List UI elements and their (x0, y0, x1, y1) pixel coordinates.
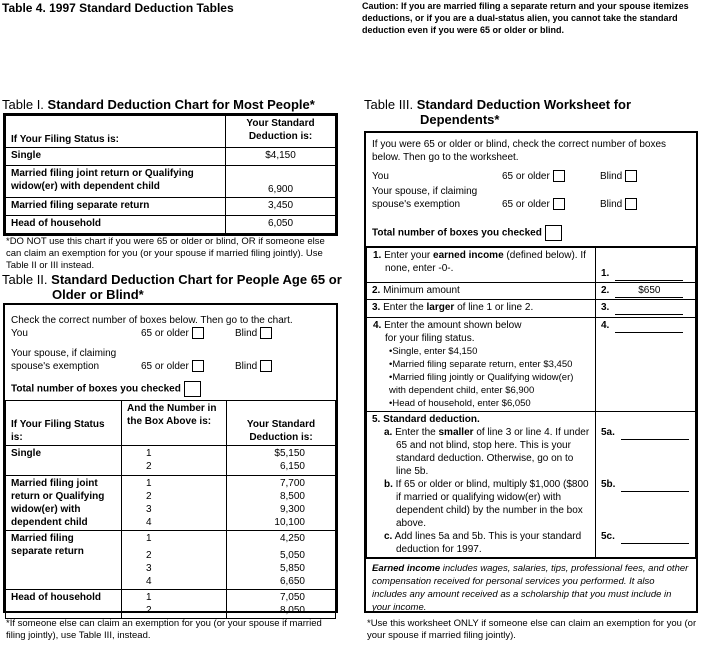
amount: 7,050 (279, 592, 305, 603)
box-count: 4 (146, 517, 152, 528)
table2-title (2, 272, 342, 302)
table2-spouse-row (11, 360, 331, 373)
table2-footnote: *If someone else can claim an exemption for you (or your spouse if married filing jointly), use Table III, instead. (6, 618, 322, 641)
table2-col-deduction: Your Standard Deduction is: (227, 401, 336, 446)
line-number: 5. (372, 414, 381, 425)
box-count: 2 (146, 461, 152, 472)
table1-amount: 6,900 (226, 166, 336, 198)
line4-input[interactable] (615, 319, 683, 333)
box-count: 3 (146, 504, 152, 515)
spouse-label: Your spouse, if claiming (11, 348, 117, 359)
table2-status: Head of household (6, 590, 122, 619)
table1-label: Table I. (2, 97, 44, 112)
spouse-65-checkbox[interactable] (192, 360, 204, 372)
amount: 5,050 (279, 550, 305, 561)
box-count: 4 (146, 576, 152, 587)
table2-instruction: Check the correct number of boxes below. Then go to the chart. (11, 315, 293, 326)
line-letter: c. (384, 531, 393, 542)
line3-ref: 3. (601, 302, 610, 313)
line5a-input[interactable] (621, 426, 689, 440)
total-boxes-field[interactable] (184, 381, 201, 397)
amount: 5,850 (279, 563, 305, 574)
line3-text: Enter the (383, 302, 424, 313)
amount: 9,300 (279, 504, 305, 515)
table1-amount: 6,050 (226, 216, 336, 234)
table3-heading: Standard Deduction Worksheet for Dependents* (416, 97, 632, 127)
line5c-input[interactable] (621, 530, 689, 544)
line4-option: • Married filing jointly or Qualifying widow(er) with dependent child, enter $6,900 (389, 371, 590, 397)
caution-note: Caution: If you are married filing a separate return and your spouse itemizes deductions, or if you are a dual-status alien, you cannot take the standard deduction even if you were 65 or older or blind. (362, 1, 689, 35)
table1-heading: Standard Deduction Chart for Most People* (47, 97, 315, 112)
you-65-checkbox[interactable] (192, 327, 204, 339)
amount: 10,100 (274, 517, 305, 528)
ws-you-blind-checkbox[interactable] (625, 170, 637, 182)
ws-spouse-65-checkbox[interactable] (553, 198, 565, 210)
total-label: Total number of boxes you checked (11, 383, 181, 395)
line-letter: a. (384, 427, 393, 438)
amount: 6,650 (279, 576, 305, 587)
amount: 8,050 (279, 605, 305, 616)
table1-title (2, 97, 315, 112)
table3-title (364, 97, 704, 127)
line4-option: • Single, enter $4,150 (389, 345, 590, 358)
line2-ref: 2. (601, 285, 610, 296)
earned-income-text: includes wages, salaries, tips, professional fees, and other compensation received for personal services you performed. It also includes any amount received as a scholarship that you must include in your income. (372, 563, 689, 613)
table1-col-status: If Your Filing Status is: (6, 116, 226, 148)
line2-text: Minimum amount (383, 285, 460, 296)
line-letter: b. (384, 479, 393, 490)
blind-label: Blind (600, 199, 623, 210)
earned-income-definition (366, 558, 696, 617)
line-number: 3. (372, 302, 381, 313)
box-count: 3 (146, 563, 152, 574)
table2-label: Table II. (2, 272, 48, 287)
total-label: Total number of boxes you checked (372, 227, 542, 239)
table2-status: Married filing joint return or Qualifying widow(er) with dependent child (6, 476, 122, 531)
line5b-ref: 5b. (601, 479, 616, 490)
older-label: 65 or older (502, 171, 550, 182)
table2-status: Married filing separate return (6, 531, 122, 590)
table1 (3, 113, 338, 236)
table2-col-status: If Your Filing Status is: (6, 401, 122, 446)
line5c-text: Add lines 5a and 5b. This is your standard deduction for 1997. (394, 531, 582, 555)
line2-input[interactable]: $650 (615, 284, 683, 298)
line4-option: • Head of household, enter $6,050 (389, 397, 590, 410)
line3-term: larger (426, 302, 455, 313)
box-count: 1 (146, 592, 152, 603)
box-count: 1 (146, 478, 152, 489)
table1-amount: 3,450 (226, 198, 336, 216)
spouse-blind-checkbox[interactable] (260, 360, 272, 372)
spouse-exemption-label: spouse's exemption (372, 199, 461, 210)
box-count: 1 (146, 533, 152, 544)
amount: 7,700 (279, 478, 305, 489)
older-label: 65 or older (141, 328, 189, 339)
line5b-text: If 65 or older or blind, multiply $1,000 ($800 if married or qualifying widow(er) with dependent child) by the number in the box above. (395, 479, 589, 529)
ws-spouse-blind-checkbox[interactable] (625, 198, 637, 210)
line-number: 4. (373, 320, 382, 331)
table2-col-number: And the Number in the Box Above is: (122, 401, 227, 446)
table1-status: Head of household (6, 216, 226, 234)
table1-col-deduction: Your Standard Deduction is: (226, 116, 336, 148)
page-title: Table 4. 1997 Standard Deduction Tables (2, 1, 234, 15)
table1-footnote: *DO NOT use this chart if you were 65 or older or blind, OR if someone else can claim an exemption for you (or your spouse if married filing jointly). Use Table II or III instead. (6, 236, 325, 271)
you-label: You (372, 171, 389, 182)
line3-text: of line 1 or line 2. (457, 302, 534, 313)
table3 (364, 131, 698, 613)
line3-input[interactable] (615, 301, 683, 315)
line4-ref: 4. (601, 320, 610, 331)
table1-status: Married filing joint return or Qualifying widow(er) with dependent child (6, 166, 226, 198)
amount: 4,250 (279, 533, 305, 544)
table1-status: Married filing separate return (6, 198, 226, 216)
table3-footnote: *Use this worksheet ONLY if someone else can claim an exemption for you (or your spouse if married filing jointly). (367, 618, 697, 641)
box-count: 2 (146, 491, 152, 502)
table2-heading: Standard Deduction Chart for People Age 65 or Older or Blind* (51, 272, 342, 302)
line5c-ref: 5c. (601, 531, 615, 542)
line1-ref: 1. (601, 268, 610, 279)
table2 (3, 303, 338, 616)
amount: 6,150 (279, 461, 305, 472)
amount: $5,150 (274, 448, 305, 459)
older-label: 65 or older (502, 199, 550, 210)
blind-label: Blind (235, 361, 258, 372)
spouse-exemption-label: spouse's exemption (11, 361, 100, 372)
ws-you-65-checkbox[interactable] (553, 170, 565, 182)
line5a-text: Enter the (395, 427, 436, 438)
line5-title: Standard deduction. (383, 414, 480, 425)
box-count: 1 (146, 448, 152, 459)
box-count: 2 (146, 605, 152, 616)
line1-term: earned income (433, 250, 504, 261)
table1-status: Single (6, 148, 226, 166)
line1-text: Enter your (384, 250, 431, 261)
you-blind-checkbox[interactable] (260, 327, 272, 339)
line4-text: Enter the amount shown below for your filing status. (384, 320, 522, 344)
earned-income-term: Earned income (372, 563, 441, 574)
line5a-term: smaller (438, 427, 474, 438)
blind-label: Blind (235, 328, 258, 339)
line4-option: • Married filing separate return, enter $3,450 (389, 358, 590, 371)
table2-status: Single (6, 446, 122, 476)
line-number: 2. (372, 285, 381, 296)
table2-you-row (11, 327, 258, 340)
amount: 8,500 (279, 491, 305, 502)
line5b-input[interactable] (621, 478, 689, 492)
you-label: You (11, 328, 28, 339)
table3-label: Table III. (364, 97, 414, 112)
line-number: 1. (373, 250, 382, 261)
spouse-label: Your spouse, if claiming (372, 186, 478, 197)
table1-amount: $4,150 (226, 148, 336, 166)
ws-total-boxes-field[interactable] (545, 225, 562, 241)
box-count: 2 (146, 550, 152, 561)
line1-text: (defined below). If none, enter -0-. (385, 250, 586, 274)
line1-input[interactable] (615, 267, 683, 281)
line5a-ref: 5a. (601, 427, 615, 438)
blind-label: Blind (600, 171, 623, 182)
older-label: 65 or older (141, 361, 189, 372)
table3-instruction: If you were 65 or older or blind, check the correct number of boxes below. Then go to the worksheet. (372, 139, 667, 163)
line5a-text: of line 3 or line 4. If under 65 and not blind, stop here. This is your standard deduction. Otherwise, go on to line 5b. (396, 427, 590, 477)
